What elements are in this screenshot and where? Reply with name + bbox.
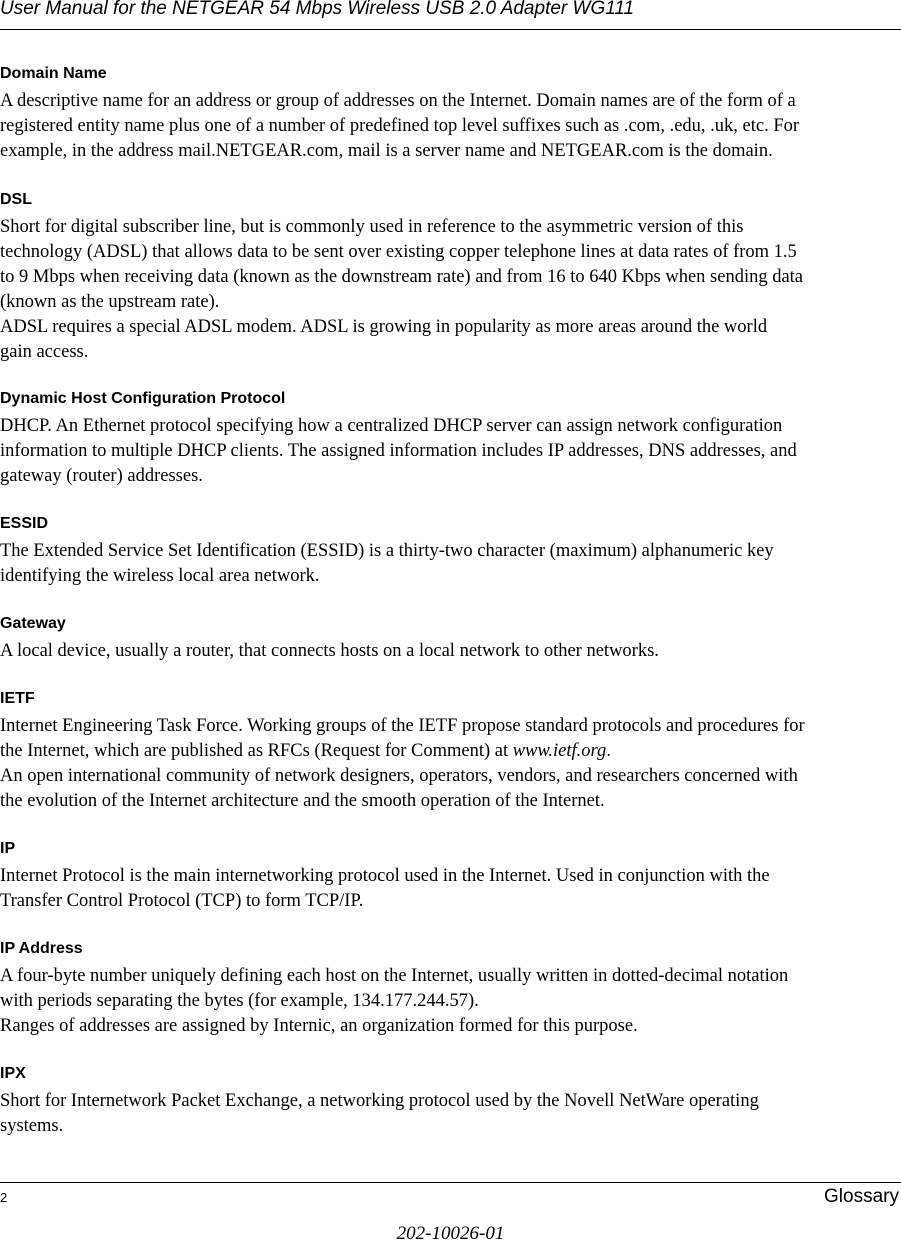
glossary-entry-ip-address <box>0 939 788 1039</box>
glossary-entry-dsl <box>0 190 803 365</box>
definition-line: Short for Internetwork Packet Exchange, a networking protocol used by the Novell NetWare operating <box>0 1091 759 1111</box>
definition-line: Internet Protocol is the main internetworking protocol used in the Internet. Used in conjunction with the <box>0 866 770 886</box>
definition-line: The Extended Service Set Identification (ESSID) is a thirty-two character (maximum) alphanumeric key <box>0 541 774 561</box>
definition-line: to 9 Mbps when receiving data (known as the downstream rate) and from 16 to 640 Kbps when sending data <box>0 267 804 287</box>
glossary-definition <box>0 639 659 664</box>
glossary-entry-dhcp <box>0 389 797 489</box>
definition-line: A local device, usually a router, that connects hosts on a local network to other networks. <box>0 641 659 661</box>
definition-line: DHCP. An Ethernet protocol specifying how a centralized DHCP server can assign network configuration <box>0 416 783 436</box>
footer-rule <box>0 1182 901 1183</box>
definition-line: Ranges of addresses are assigned by Internic, an organization formed for this purpose. <box>0 1016 638 1036</box>
definition-line: Short for digital subscriber line, but is commonly used in reference to the asymmetric version of this <box>0 217 744 237</box>
ietf-url-link[interactable]: www.ietf.org <box>512 741 607 761</box>
glossary-entry-essid <box>0 514 774 589</box>
glossary-entry-ip <box>0 839 770 914</box>
definition-text: . <box>606 741 611 761</box>
glossary-definition <box>0 215 803 365</box>
glossary-definition <box>0 964 788 1039</box>
definition-line: with periods separating the bytes (for example, 134.177.244.57). <box>0 991 479 1011</box>
glossary-term: IPX <box>0 1065 26 1082</box>
definition-line: gateway (router) addresses. <box>0 466 203 486</box>
definition-line: gain access. <box>0 342 89 362</box>
glossary-definition <box>0 414 797 489</box>
glossary-term: IETF <box>0 690 35 707</box>
definition-line: identifying the wireless local area network. <box>0 566 320 586</box>
definition-line: Internet Engineering Task Force. Working groups of the IETF propose standard protocols and procedures for <box>0 716 805 736</box>
definition-line: A descriptive name for an address or group of addresses on the Internet. Domain names are of the form of a <box>0 91 796 111</box>
footer-section-title: Glossary <box>824 1186 899 1207</box>
glossary-definition <box>0 539 774 589</box>
definition-line: (known as the upstream rate). <box>0 292 220 312</box>
document-number: 202-10026-01 <box>396 1223 505 1244</box>
glossary-term: Dynamic Host Configuration Protocol <box>0 390 286 407</box>
page-number: 2 <box>0 1190 8 1205</box>
glossary-definition <box>0 864 770 914</box>
glossary-term: Domain Name <box>0 65 107 82</box>
definition-line: the evolution of the Internet architecture and the smooth operation of the Internet. <box>0 791 605 811</box>
glossary-entry-ipx <box>0 1064 759 1139</box>
definition-line: technology (ADSL) that allows data to be sent over existing copper telephone lines at data rates of from 1.5 <box>0 242 797 262</box>
glossary-term: IP Address <box>0 940 83 957</box>
definition-line: systems. <box>0 1116 64 1136</box>
definition-text: the Internet, which are published as RFCs (Request for Comment) at <box>0 741 513 761</box>
definition-line: A four-byte number uniquely defining each host on the Internet, usually written in dotted-decimal notation <box>0 966 789 986</box>
definition-line: registered entity name plus one of a number of predefined top level suffixes such as .com, .edu, .uk, etc. For <box>0 116 800 136</box>
glossary-term: DSL <box>0 191 32 208</box>
glossary-entry-ietf <box>0 689 805 814</box>
glossary-term: IP <box>0 840 16 857</box>
glossary-entry-domain-name <box>0 64 799 164</box>
header-rule <box>0 29 901 30</box>
definition-line: information to multiple DHCP clients. The assigned information includes IP addresses, DNS addresses, and <box>0 441 797 461</box>
glossary-term: Gateway <box>0 615 66 632</box>
running-header-title: User Manual for the NETGEAR 54 Mbps Wireless USB 2.0 Adapter WG111 <box>0 0 635 19</box>
glossary-definition <box>0 714 805 814</box>
glossary-entry-gateway <box>0 614 659 664</box>
glossary-definition <box>0 89 799 164</box>
glossary-term: ESSID <box>0 515 49 532</box>
definition-line: example, in the address mail.NETGEAR.com, mail is a server name and NETGEAR.com is the domain. <box>0 141 773 161</box>
definition-line: Transfer Control Protocol (TCP) to form TCP/IP. <box>0 891 364 911</box>
definition-line <box>0 739 805 764</box>
glossary-definition <box>0 1089 759 1139</box>
definition-line: ADSL requires a special ADSL modem. ADSL is growing in popularity as more areas around the world <box>0 317 768 337</box>
definition-line: An open international community of network designers, operators, vendors, and researchers concerned with <box>0 766 798 786</box>
